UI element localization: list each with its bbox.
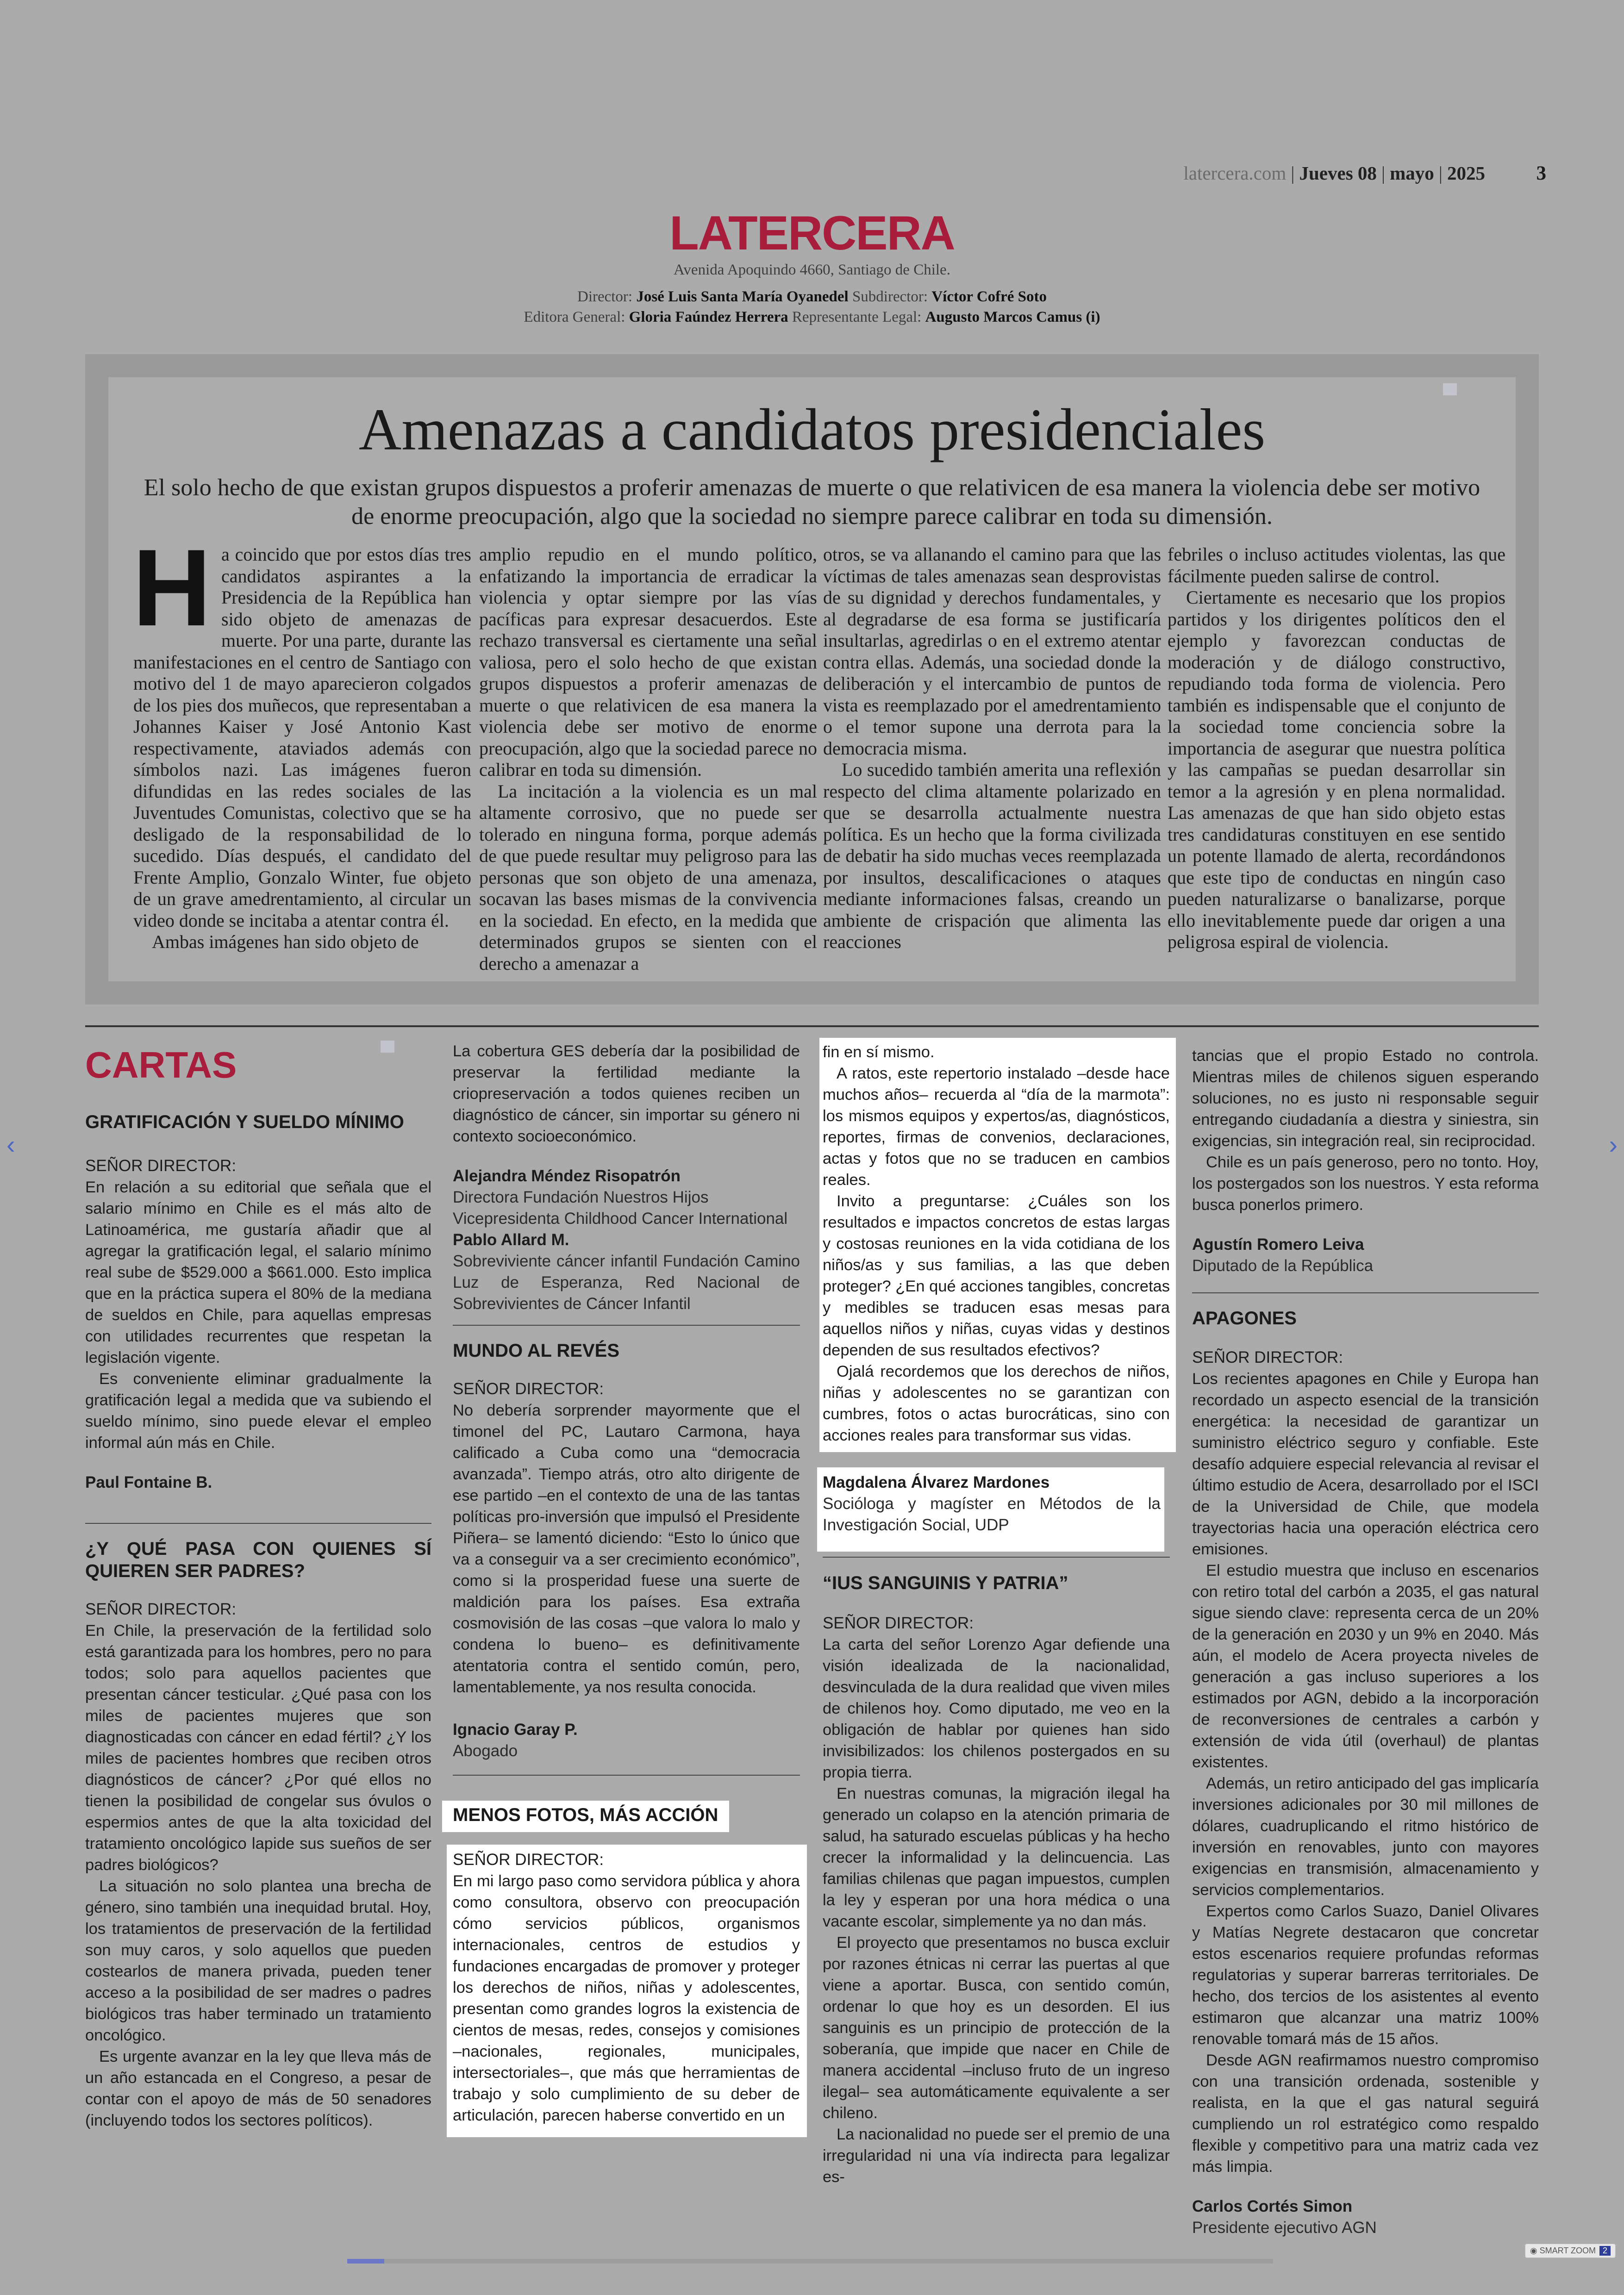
letter-title: ¿Y QUÉ PASA CON QUIENES SÍ QUIEREN SER PADRES? xyxy=(85,1539,431,1581)
editorial-column-1: H a coincido que por estos días tres candidatos aspirantes a la Presidencia de la República han sido objeto de amenazas de muerte. Por una parte, durante las manifestaciones en el centro de Santiago con motivo del 1 de mayo aparecieron colgados de los pies dos muñecos, que representaban a Johannes Kaiser y José Antonio Kast respectivamente, ataviados además con símbolos nazi. Las imágenes fueron difundidas en las redes sociales de las Juventudes Comunistas, colectivo que se ha desligado de la responsabilidad de lo sucedido. Días después, el candidato del Frente Amplio, Gonzalo Winter, fue objeto de un grave amedrentamiento, al circular un video donde se incitaba a atentar contra él. Ambas imágenes han sido objeto de xyxy=(132,527,471,952)
letter-ius-sanguinis: “IUS SANGUINIS Y PATRIA” SEÑOR DIRECTOR: La carta del señor Lorenzo Agar defiende una visión idealizada de la nacionalidad, desvinculada de la dura realidad que viven miles de chilenos hoy. Como diputado, me veo en la obligación de hablar por quienes han sido invisibilizados: los chilenos postergados en su propia tierra. En nuestras comunas, la migración ilegal ha generado un colapso en la atención primaria de salud, ha saturado escuelas públicas y ha hecho crecer la informalidad y la delincuencia. Las familias chilenas que pagan impuestos, cumplen la ley y esperan por una hora médica o una vacante escolar, simplemente ya no dan más. El proyecto que presentamos no busca excluir por razones étnicas ni cerrar las puertas al que viene a aportar. Busca, con sentido común, ordenar lo que hoy es un desorden. El ius sanguinis es un principio de protección de la soberanía, que impide que nacer en Chile de manera accidental –incluso fruto de un ingreso ilegal– sea automáticamente equivalente a ser chileno. La nacionalidad no puede ser el premio de una irregularidad ni una vía indirecta para legalizar es- xyxy=(823,1573,1170,2186)
letter-padres-cont: La cobertura GES debería dar la posibilidad de preservar la fertilidad mediante la criopreservación a todos quienes reciben un diagnóstico de cáncer, sin importar su género ni contexto socioeconómico. Alejandra Méndez Risopatrón Directora Fundación Nuestros Hijos Vicepresidenta Childhood Cancer International Pablo Allard M. Sobreviviente cáncer infantil Fundación Camino Luz de Esperanza, Red Nacional de Sobrevivientes de Cáncer Infantil MUNDO AL REVÉS SEÑOR DIRECTOR: No debería sorprender mayormente que el timonel del PC, Lautaro Carmona, haya calificado a Cuba como una “democracia avanzada”. Tiempo atrás, otro alto dirigente de ese partido –en el contexto de una de las tantas políticas pro-inversión que impulsó el Presidente Piñera– se lamentó diciendo: “Esto lo único que va a conseguir va a ser crecimiento económico”, como si la prosperidad fuese una suerte de maldición para los países. Esa extraña cosmovisión de las cosas –que valora lo malo y condena lo bueno– es definitivamente atentatoria contra el sentido común, pero, lamentablemente, ya nos resulta conocida. Ignacio Garay P. Abogado xyxy=(453,1041,800,1776)
site-name: latercera.com xyxy=(1183,162,1287,184)
date-day: Jueves 08 xyxy=(1299,162,1377,184)
editorial-column-3: otros, se va allanando el camino para que las víctimas de tales amenazas sean desprovistas de su dignidad y derechos fundamentales, y al degradarse de esa forma se justificaría insultarlas, agredirlas o en el extremo atentar contra ellas. Además, una sociedad donde la deliberación y el intercambio de puntos de vista es reemplazado por el amedrentamiento o el temor supone una derrota para la democracia misma. Lo sucedido también amerita una reflexión respecto del clima altamente polarizado en que se desarrolla actualmente nuestra política. Es un hecho que la forma civilizada de debatir ha sido muchas veces reemplazada por insultos, descalificaciones o ataques mediante informaciones falsas, creando un ambiente de crispación que alimenta las reacciones xyxy=(823,544,1161,952)
chevron-right-icon[interactable]: › xyxy=(1609,1130,1618,1159)
smart-zoom-button[interactable] xyxy=(1525,2244,1616,2258)
letter-signer: Paul Fontaine B. xyxy=(85,1473,212,1491)
letter-signer: Agustín Romero Leiva xyxy=(1192,1235,1364,1254)
masthead-address: Avenida Apoquindo 4660, Santiago de Chile. xyxy=(674,262,950,278)
date-year: 2025 xyxy=(1447,162,1485,184)
date-month: mayo xyxy=(1390,162,1434,184)
clip-icon[interactable] xyxy=(1443,383,1457,395)
chevron-left-icon[interactable]: ‹ xyxy=(6,1130,15,1159)
zoom-badge: 2 xyxy=(1599,2246,1611,2256)
progress-fill xyxy=(347,2259,384,2264)
clip-icon[interactable] xyxy=(381,1041,394,1053)
letter-title: “IUS SANGUINIS Y PATRIA” xyxy=(823,1573,1068,1593)
cartas-heading: CARTAS xyxy=(85,1044,237,1085)
dateline: latercera.com | Jueves 08 | mayo | 2025 xyxy=(1183,162,1485,184)
letter-menos-fotos: SEÑOR DIRECTOR: En mi largo paso como servidora pública y ahora como consultora, observo con preocupación cómo servicios públicos, organismos internacionales, centros de estudios y fundaciones encargadas de promover y proteger los derechos de niños, niñas y adolescentes, presentan como grandes logros la existencia de cientos de mesas, redes, consejos y comisiones –nacionales, regionales, municipales, intersectoriales–, que más que herramientas de trabajo y solo cumplimiento de su deber de articulación, parecen haberse convertido en un xyxy=(453,1851,800,2124)
eye-icon: ◉ xyxy=(1530,2246,1537,2255)
page-progress-bar[interactable] xyxy=(347,2259,1273,2264)
drop-cap: H xyxy=(132,527,212,649)
editorial-column-2: amplio repudio en el mundo político, enfatizando la importancia de erradicar la violencia y optar siempre por las vías pacíficas para expresar desacuerdos. Este rechazo transversal es ciertamente una señal valiosa, pero el solo hecho de que existan grupos dispuestos a proferir amenazas de muerte o que relativicen de esa manera la violencia debe ser motivo de enorme preocupación, algo que la sociedad parece no calibrar en toda su dimensión. La incitación a la violencia es un mal altamente corrosivo, que no puede ser tolerado en ninguna forma, porque además de que puede resultar muy peligroso para las personas que son objeto de una amenaza, socavan las bases mismas de la convivencia en la sociedad. En efecto, en la medida que determinados grupos se sienten con el derecho a amenazar a xyxy=(479,544,817,974)
letter-signer: Carlos Cortés Simon xyxy=(1192,2197,1353,2215)
page-number: 3 xyxy=(1536,162,1546,184)
salutation: SEÑOR DIRECTOR: xyxy=(85,1157,237,1175)
letter-title: APAGONES xyxy=(1192,1308,1297,1328)
letter-signer: Alejandra Méndez Risopatrón xyxy=(453,1167,681,1185)
letter-signer: Pablo Allard M. xyxy=(453,1231,569,1249)
newspaper-logo: LATERCERA xyxy=(669,206,955,260)
letter-title: GRATIFICACIÓN Y SUELDO MÍNIMO xyxy=(85,1112,404,1132)
letter-signer: Ignacio Garay P. xyxy=(453,1721,578,1739)
editorial-column-4: febriles o incluso actitudes violentas, las que fácilmente pueden salirse de control. Ciertamente es necesario que los propios partidos y los dirigentes políticos den el ejemplo y favorezcan conductas de moderación y de diálogo constructivo, repudiando toda forma de violencia. Pero también es indispensable que el conjunto de la sociedad tome conciencia sobre la importancia de asegurar que nuestra política y las campañas se puedan desarrollar sin temor a la agresión y en plena normalidad. Las amenazas de que han sido objeto estas tres candidaturas constituyen en ese sentido un potente llamado de alerta, recordándonos que este tipo de conductas en ningún caso pueden naturalizarse o banalizarse, porque ello inevitablemente puede dar origen a una peligrosa espiral de violencia. xyxy=(1168,544,1505,952)
letter-signer: Magdalena Álvarez Mardones xyxy=(823,1473,1050,1491)
section-divider xyxy=(85,1025,1539,1027)
zoom-label: SMART ZOOM xyxy=(1539,2246,1596,2255)
masthead-editors: Editora General: Gloria Faúndez Herrera Representante Legal: Augusto Marcos Camus (i) xyxy=(524,309,1100,325)
letter-menos-fotos-cont: fin en sí mismo. A ratos, este repertorio instalado –desde hace muchos años– recuerda al “día de la marmota”: los mismos equipos y expertos/as, diagnósticos, reportes, firmas de convenios, declaraciones, actas y fotos que no se traducen en cambios reales. Invito a preguntarse: ¿Cuáles son los resultados e impactos concretos de estas largas y costosas reuniones en la vida cotidiana de los niños/as y sus familias, a las que deben proteger? ¿En qué acciones tangibles, concretas y medibles se traducen esas mesas para aquellos niños y niñas, cuyas vidas y destinos dependen de sus resultados efectivos? Ojalá recordemos que los derechos de niños, niñas y adolescentes no se garantizan con cumbres, fotos o actas burocráticas, sino con acciones reales para transformar sus vidas. xyxy=(823,1043,1170,1444)
masthead-directors: Director: José Luis Santa María Oyanedel Subdirector: Víctor Cofré Soto xyxy=(577,288,1047,305)
letter-menos-fotos-sign: Magdalena Álvarez Mardones Socióloga y magíster en Métodos de la Investigación Social, UDP xyxy=(823,1472,1161,1536)
editorial-deck: El solo hecho de que existan grupos dispuestos a proferir amenazas de muerte o que relativicen de esa manera la violencia debe ser motivo de enorme preocupación, algo que la sociedad no siempre parece calibrar en toda su dimensión. xyxy=(144,474,1480,530)
letter-gratificacion: GRATIFICACIÓN Y SUELDO MÍNIMO SEÑOR DIRECTOR: En relación a su editorial que señala que el salario mínimo en Chile es el más alto de Latinoamérica, me gustaría añadir que al agregar la gratificación legal, el salario mínimo real sube de $529.000 a $661.000. Esto implica que en la práctica supera el 80% de la mediana de sueldos en Chile, para aquellas empresas con utilidades recurrentes que respetan la legislación vigente. Es conveniente eliminar gradualmente la gratificación legal a medida que va subiendo el sueldo mínimo, sino puede elevar el empleo informal aún más en Chile. Paul Fontaine B. ¿Y QUÉ PASA CON QUIENES SÍ QUIEREN SER PADRES? SEÑOR DIRECTOR: En Chile, la preservación de la fertilidad solo está garantizada para los hombres, pero no para todos; solo para aquellos pacientes que presentan cáncer testicular. ¿Qué pasa con los miles de pacientes mujeres que son diagnosticadas con cáncer en edad fértil? ¿Y los miles de pacientes hombres que reciben otros diagnósticos de cáncer? ¿Por qué ellos no tienen la posibilidad de congelar sus óvulos o espermios antes de que la alta toxicidad del tratamiento oncológico lapide sus sueños de ser padres biológicos? La situación no solo plantea una brecha de género, sino también una inequidad brutal. Hoy, los tratamientos de preservación de la fertilidad son muy caros, y solo aquellos que pueden costearlos de manera privada, pueden tener acceso a la posibilidad de ser madres o padres biológicos tras haber terminado un tratamiento oncológico. Es urgente avanzar en la ley que lleva más de un año estancada en el Congreso, a pesar de contar con el apoyo de más de 50 senadores (incluyendo todos los sectores políticos). xyxy=(85,1112,431,2129)
letter-title: MUNDO AL REVÉS xyxy=(453,1341,620,1361)
letter-title: MENOS FOTOS, MÁS ACCIÓN xyxy=(453,1805,718,1825)
letter-ius-cont: tancias que el propio Estado no controla. Mientras miles de chilenos siguen esperando soluciones, no es justo ni responsable seguir entregando ciudadanía a diestra y siniestra, sin exigencias, sin integración real, sin reciprocidad. Chile es un país generoso, pero no tonto. Hoy, los postergados son los nuestros. Y esta reforma busca ponerlos primero. Agustín Romero Leiva Diputado de la República APAGONES SEÑOR DIRECTOR: Los recientes apagones en Chile y Europa han recordado un aspecto esencial de la transición energética: la necesidad de garantizar un suministro eléctrico seguro y confiable. Este desafío adquiere especial relevancia al revisar el último estudio de Acera, desarrollado por el ISCI de la Universidad de Chile, que modela trayectorias hacia una operación eléctrica cero emisiones. El estudio muestra que incluso en escenarios con retiro total del carbón a 2035, el gas natural sigue siendo clave: representa cerca de un 20% de la generación en 2030 y un 9% en 2040. Más aún, el modelo de Acera proyecta niveles de generación a gas incluso superiores a los estimados por AGN, debido a la incorporación de reconversiones de centrales a carbón y extensión de vida útil (overhaul) de plantas existentes. Además, un retiro anticipado del gas implicaría inversiones adicionales por 30 mil millones de dólares, cuadruplicando el ritmo histórico de inversión en renovables, junto con mayores exigencias en transmisión, almacenamiento y servicios complementarios. Expertos como Carlos Suazo, Daniel Olivares y Matías Negrete destacaron que concretar estos escenarios requiere profundas reformas regulatorias y superar barreras territoriales. De hecho, dos tercios de los asistentes al evento estimaron que alcanzar una matriz 100% renovable tomará más de 15 años. Desde AGN reafirmamos nuestro compromiso con una transición ordenada, sostenible y realista, en la que el gas natural seguirá cumpliendo un rol estratégico como respaldo flexible y competitivo para una matriz cada vez más limpia. Carlos Cortés Simon Presidente ejecutivo AGN xyxy=(1192,1047,1539,2237)
editorial-title: Amenazas a candidatos presidenciales xyxy=(358,397,1266,462)
